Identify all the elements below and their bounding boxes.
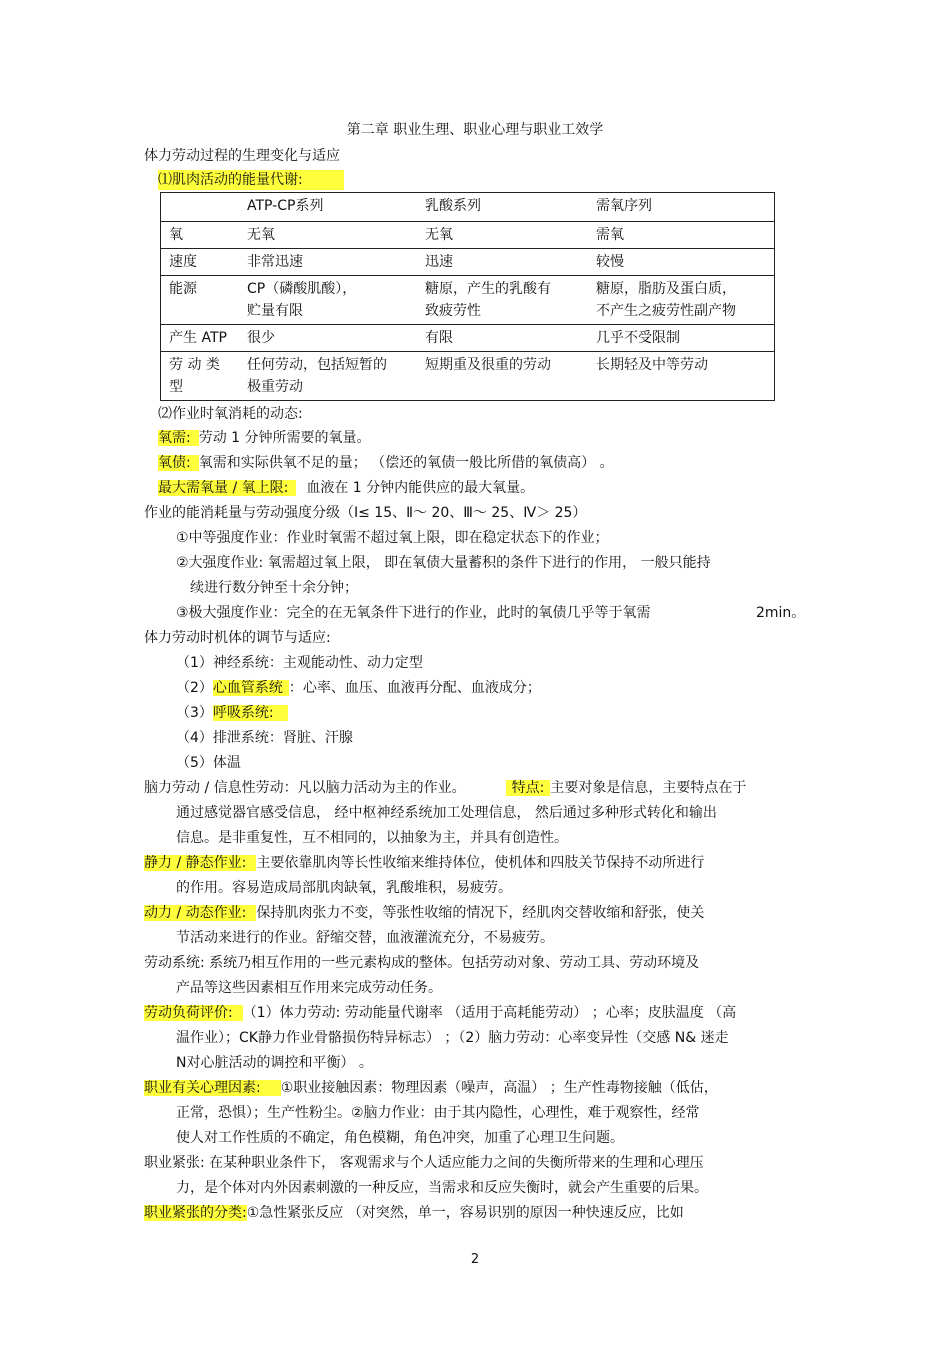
definition-oxygen-debt <box>158 453 614 473</box>
table-row <box>161 276 775 325</box>
term-highlight: 动力 / 动态作业: <box>144 905 256 921</box>
table-cell: CP（磷酸肌酸）， 贮量有限 <box>239 276 417 325</box>
paragraph-line: 产品等这些因素相互作用来完成劳动任务。 <box>176 980 442 996</box>
list-item: （4）排泄系统：肾脏、汗腺 <box>176 730 353 746</box>
list-item: ⑵作业时氧消耗的动态: <box>158 406 303 422</box>
table-header-cell: 乳酸系列 <box>417 193 588 222</box>
page-title: 第二章 职业生理、职业心理与职业工效学 <box>346 122 604 138</box>
list-number: （3） <box>176 705 213 721</box>
table-header-cell <box>161 193 240 222</box>
list-item <box>176 703 288 723</box>
term-highlight: 静力 / 静态作业: <box>144 855 256 871</box>
paragraph-line: 使人对工作性质的不确定，角色模糊，角色冲突，加重了心理卫生问题。 <box>176 1130 624 1146</box>
definition-text: 血液在 1 分钟内能供应的最大氧量。 <box>306 480 535 496</box>
table-cell: 短期重及很重的劳动 <box>417 352 588 401</box>
paragraph-line: 信息。是非重复性，互不相同的，以抽象为主，并具有创造性。 <box>176 830 568 846</box>
definition-oxygen-demand <box>158 428 371 448</box>
table-header-cell: ATP-CP系列 <box>239 193 417 222</box>
definition-text: 氧需和实际供氧不足的量； （偿还的氧债一般比所借的氧债高） 。 <box>198 455 614 471</box>
table-row <box>161 325 775 352</box>
term-highlight: 特点: <box>506 780 551 796</box>
table-cell: 能源 <box>161 276 240 325</box>
table-cell: 糖原，产生的乳酸有 致疲劳性 <box>417 276 588 325</box>
paragraph-line <box>144 778 746 798</box>
table-header-cell: 需氧序列 <box>588 193 775 222</box>
term-highlight: 职业有关心理因素: <box>144 1080 281 1096</box>
definition-max-oxygen <box>158 478 534 498</box>
list-item: （5）体温 <box>176 755 241 771</box>
term-highlight: 劳动负荷评价: <box>144 1005 243 1021</box>
paragraph-text: 脑力劳动 / 信息性劳动：凡以脑力活动为主的作业。 <box>144 780 466 796</box>
term-highlight: 最大需氧量 / 氧上限: <box>158 480 296 496</box>
table-cell: 较慢 <box>588 249 775 276</box>
list-text: ：心率、血压、血液再分配、血液成分； <box>288 680 541 696</box>
paragraph-line: ③极大强度作业：完全的在无氧条件下进行的作业，此时的氧债几乎等于氧需 <box>176 605 651 621</box>
paragraph-line: 节活动来进行的作业。舒缩交替，血液灌流充分，不易疲劳。 <box>176 930 554 946</box>
term-highlight: 氧债: <box>158 455 199 471</box>
section-heading: 体力劳动时机体的调节与适应: <box>144 630 331 646</box>
table-header-row <box>161 193 775 222</box>
table-cell: 迅速 <box>417 249 588 276</box>
list-item: （1）神经系统：主观能动性、动力定型 <box>176 655 423 671</box>
table-cell: 很少 <box>239 325 417 352</box>
table-cell: 氧 <box>161 222 240 249</box>
table-row <box>161 352 775 401</box>
paragraph-line <box>144 1203 684 1223</box>
term-highlight: 职业紧张的分类: <box>144 1205 247 1221</box>
paragraph-line <box>144 853 704 873</box>
paragraph-line: 的作用。容易造成局部肌肉缺氧，乳酸堆积，易疲劳。 <box>176 880 512 896</box>
term-highlight: 呼吸系统: <box>213 705 288 721</box>
paragraph-line <box>144 1078 718 1098</box>
table-cell: 产生 ATP <box>161 325 240 352</box>
definition-text: 劳动 1 分钟所需要的氧量。 <box>198 430 371 446</box>
term-highlight: 氧需: <box>158 430 199 446</box>
section-heading: 体力劳动过程的生理变化与适应 <box>144 148 340 164</box>
paragraph-line: 力，是个体对内外因素刺激的一种反应，当需求和反应失衡时，就会产生重要的后果。 <box>176 1180 708 1196</box>
paragraph-text: ①急性紧张反应 （对突然，单一，容易识别的原因一种快速反应，比如 <box>246 1205 684 1221</box>
table-row <box>161 249 775 276</box>
paragraph-line: ①中等强度作业：作业时氧需不超过氧上限，即在稳定状态下的作业； <box>176 530 609 546</box>
term-highlight: 心血管系统 <box>213 680 289 696</box>
table-cell: 劳 动 类 型 <box>161 352 240 401</box>
paragraph-text: 主要对象是信息，主要特点在于 <box>550 780 747 796</box>
table-cell: 几乎不受限制 <box>588 325 775 352</box>
list-item <box>176 678 541 698</box>
page-number: 2 <box>470 1252 480 1267</box>
paragraph-text: （1）体力劳动: 劳动能量代谢率 （适用于高耗能劳动） ；心率；皮肤温度 （高 <box>242 1005 737 1021</box>
table-cell: 速度 <box>161 249 240 276</box>
paragraph-line: N对心脏活动的调控和平衡） 。 <box>176 1055 373 1071</box>
highlighted-item: ⑴肌肉活动的能量代谢: <box>158 170 344 190</box>
paragraph-line: ②大强度作业: 氧需超过氧上限， 即在氧债大量蓄积的条件下进行的作用， 一般只能持 <box>176 555 711 571</box>
table-cell: 任何劳动，包括短暂的 极重劳动 <box>239 352 417 401</box>
paragraph-line: 职业紧张: 在某种职业条件下， 客观需求与个人适应能力之间的失衡所带来的生理和心理压 <box>144 1155 704 1171</box>
table-cell: 有限 <box>417 325 588 352</box>
table-cell: 需氧 <box>588 222 775 249</box>
paragraph-text: 主要依靠肌肉等长性收缩来维持体位，使机体和四肢关节保持不动所进行 <box>256 855 705 871</box>
paragraph-line: 作业的能消耗量与劳动强度分级（Ⅰ≤ 15、Ⅱ～ 20、Ⅲ～ 25、Ⅳ＞ 25） <box>144 505 587 521</box>
energy-metabolism-table <box>160 192 775 401</box>
table-cell: 非常迅速 <box>239 249 417 276</box>
paragraph-text: 保持肌肉张力不变，等张性收缩的情况下，经肌肉交替收缩和舒张，使关 <box>256 905 705 921</box>
paragraph-line <box>144 1003 736 1023</box>
table-cell: 糖原，脂肪及蛋白质， 不产生之疲劳性副产物 <box>588 276 775 325</box>
paragraph-text: ①职业接触因素：物理因素（噪声，高温） ；生产性毒物接触（低估， <box>280 1080 718 1096</box>
table-cell: 长期轻及中等劳动 <box>588 352 775 401</box>
paragraph-line: 2min。 <box>756 605 806 621</box>
table-row <box>161 222 775 249</box>
paragraph-line: 正常，恐惧）；生产性粉尘。②脑力作业：由于其内隐性，心理性，难于观察性，经常 <box>176 1105 700 1121</box>
paragraph-line: 温作业）；CK静力作业骨骼损伤特异标志） ；（2）脑力劳动：心率变异性（交感 N& 迷走 <box>176 1030 729 1046</box>
table-cell: 无氧 <box>239 222 417 249</box>
paragraph-line <box>144 903 704 923</box>
paragraph-line: 通过感觉器官感受信息， 经中枢神经系统加工处理信息， 然后通过多种形式转化和输出 <box>176 805 717 821</box>
paragraph-line: 续进行数分钟至十余分钟； <box>190 580 358 596</box>
list-number: （2） <box>176 680 213 696</box>
paragraph-line: 劳动系统: 系统乃相互作用的一些元素构成的整体。包括劳动对象、劳动工具、劳动环境及 <box>144 955 700 971</box>
table-cell: 无氧 <box>417 222 588 249</box>
